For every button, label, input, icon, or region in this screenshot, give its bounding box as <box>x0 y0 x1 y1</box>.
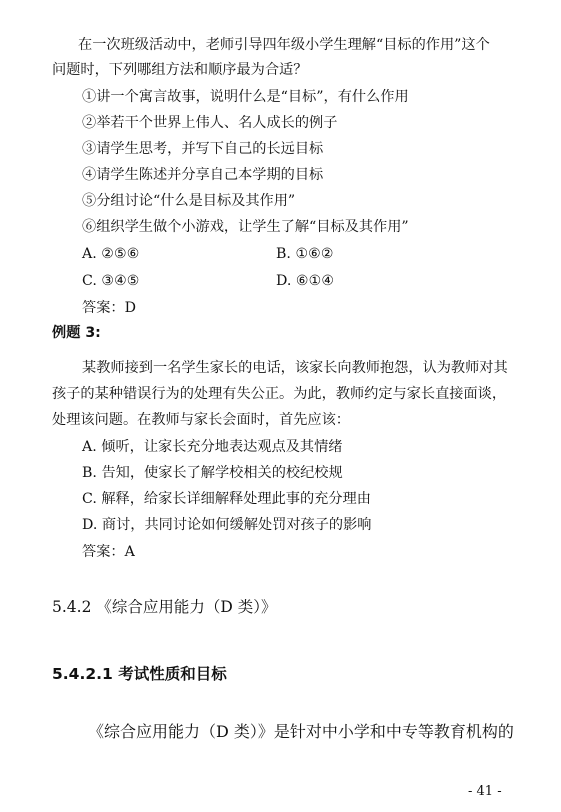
example-stem-line-3: 处理该问题。在教师与家长会面时，首先应该： <box>52 412 350 428</box>
question-item-3: ③请学生思考，并写下自己的长远目标 <box>82 141 324 157</box>
question-item-2: ②举若干个世界上伟人、名人成长的例子 <box>82 115 338 131</box>
question-stem-line-2: 问题时，下列哪组方法和顺序最为合适？ <box>52 62 308 78</box>
option-b: B. ①⑥② <box>276 246 334 262</box>
example-option-d: D. 商讨，共同讨论如何缓解处罚对孩子的影响 <box>82 517 372 533</box>
page-number: - 41 - <box>468 784 502 799</box>
question-stem-line-1: 在一次班级活动中，老师引导四年级小学生理解“目标的作用”这个 <box>78 37 490 53</box>
question-item-1: ①讲一个寓言故事，说明什么是“目标”，有什么作用 <box>82 89 409 105</box>
example-option-c: C. 解释，给家长详细解释处理此事的充分理由 <box>82 491 371 507</box>
option-a: A. ②⑤⑥ <box>82 246 140 262</box>
example-title: 例题 3: <box>52 325 101 341</box>
example-stem-line-2: 孩子的某种错误行为的处理有失公正。为此，教师约定与家长直接面谈， <box>52 386 507 402</box>
question-item-5: ⑤分组讨论“什么是目标及其作用” <box>82 193 296 209</box>
option-d: D. ⑥①④ <box>276 273 335 289</box>
example-option-b: B. 告知，使家长了解学校相关的校纪校规 <box>82 465 343 481</box>
answer-text: 答案：D <box>82 300 136 316</box>
section-heading-5-4-2-1: 5.4.2.1 考试性质和目标 <box>52 665 227 683</box>
body-paragraph-line: 《综合应用能力（D 类）》是针对中小学和中专等教育机构的 <box>88 722 514 741</box>
example-stem-line-1: 某教师接到一名学生家长的电话，该家长向教师抱怨，认为教师对其 <box>82 360 508 376</box>
option-c: C. ③④⑤ <box>82 273 140 289</box>
question-item-6: ⑥组织学生做个小游戏，让学生了解“目标及其作用” <box>82 219 409 235</box>
question-item-4: ④请学生陈述并分享自己本学期的目标 <box>82 167 324 183</box>
example-option-a: A. 倾听，让家长充分地表达观点及其情绪 <box>82 439 343 455</box>
section-heading-5-4-2: 5.4.2 《综合应用能力（D 类）》 <box>52 598 277 616</box>
example-answer-text: 答案：A <box>82 544 135 560</box>
